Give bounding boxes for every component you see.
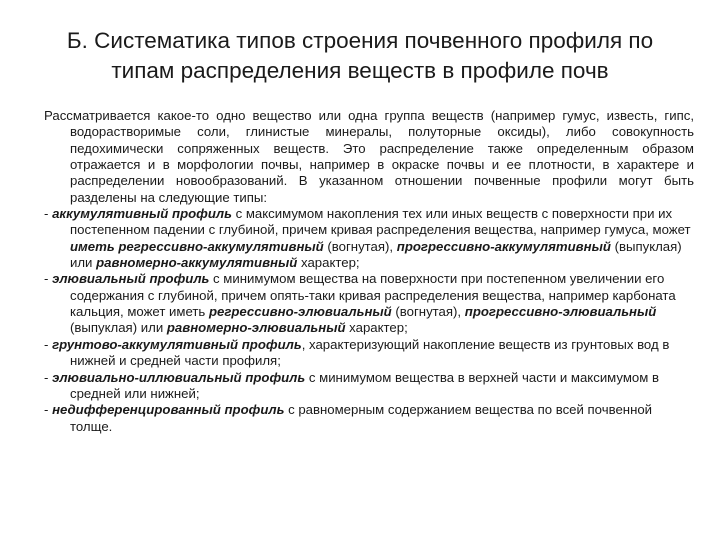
list-dash: -	[44, 271, 53, 287]
item-text: (выпуклая) или	[70, 320, 167, 336]
term-eluvial-illuvial-profile: элювиально-иллювиальный профиль	[52, 369, 306, 385]
item-text: с минимумом вещества в верхней части и максимумом в средней или нижней;	[70, 369, 659, 401]
term-ground-accumulative-profile: грунтово-аккумулятивный профиль	[52, 336, 302, 352]
slide-title	[40, 26, 680, 86]
list-dash: -	[44, 206, 53, 222]
term-progressive-eluvial: прогрессивно-элювиальный	[464, 304, 657, 320]
item-text: с равномерным содержанием вещества по всей почвенной толще.	[70, 402, 653, 434]
term-regressive-accumulative: иметь регрессивно-аккумулятивный	[70, 238, 324, 254]
term-uniform-accumulative: равномерно-аккумулятивный	[96, 255, 298, 271]
title-line-2: типам распределения веществ в профиле почв	[111, 58, 609, 83]
list-dash: -	[44, 336, 53, 352]
item-text: (вогнутая),	[323, 238, 397, 254]
term-eluvial-profile: элювиальный профиль	[52, 271, 210, 287]
item-text: с максимумом накопления тех или иных веществ с поверхности при их постепенном падении с глубиной, причем кривая распределения вещества, например гумуса, может	[70, 206, 691, 238]
item-text: , характеризующий накопление веществ из грунтовых вод в нижней и средней части профиля;	[70, 336, 670, 369]
list-item-ground-accumulative	[44, 337, 694, 370]
item-text: характер;	[297, 255, 360, 271]
list-dash: -	[44, 402, 53, 418]
title-line-1: Б. Систематика типов строения почвенного профиля по	[66, 28, 654, 53]
item-text: характер;	[345, 320, 408, 336]
term-undifferentiated-profile: недифференцированный профиль	[52, 402, 285, 418]
list-item-accumulative	[44, 206, 694, 271]
list-item-undifferentiated	[44, 402, 694, 435]
list-item-eluvial-illuvial	[44, 370, 694, 403]
list-dash: -	[44, 369, 53, 385]
intro-paragraph: Рассматривается какое-то одно вещество или одна группа веществ (например гумус, известь, гипс, водорастворимые соли, глинистые минералы, полуторные оксиды), либо совокупность педохимически сопряженных веществ. Это распределение также определенным образом отражается и в морфологии почвы, например в окраске почвы и ее плотности, в характере и распределении новообразований. В указанном отношении почвенные профили могут быть разделены на следующие типы:	[44, 108, 694, 205]
item-text: (выпуклая) или	[70, 238, 682, 271]
slide-body	[44, 108, 694, 435]
item-text: с минимумом вещества на поверхности при постепенном увеличении его содержания с глубиной, причем опять-таки кривая распределения вещества, например карбоната кальция, может иметь	[70, 271, 676, 320]
item-text: (вогнутая),	[391, 304, 465, 320]
term-progressive-accumulative: прогрессивно-аккумулятивный	[396, 238, 611, 254]
term-uniform-eluvial: равномерно-элювиальный	[166, 320, 346, 336]
term-accumulative-profile: аккумулятивный профиль	[52, 206, 232, 222]
term-regressive-eluvial: регрессивно-элювиальный	[208, 304, 392, 320]
list-item-eluvial	[44, 271, 694, 336]
